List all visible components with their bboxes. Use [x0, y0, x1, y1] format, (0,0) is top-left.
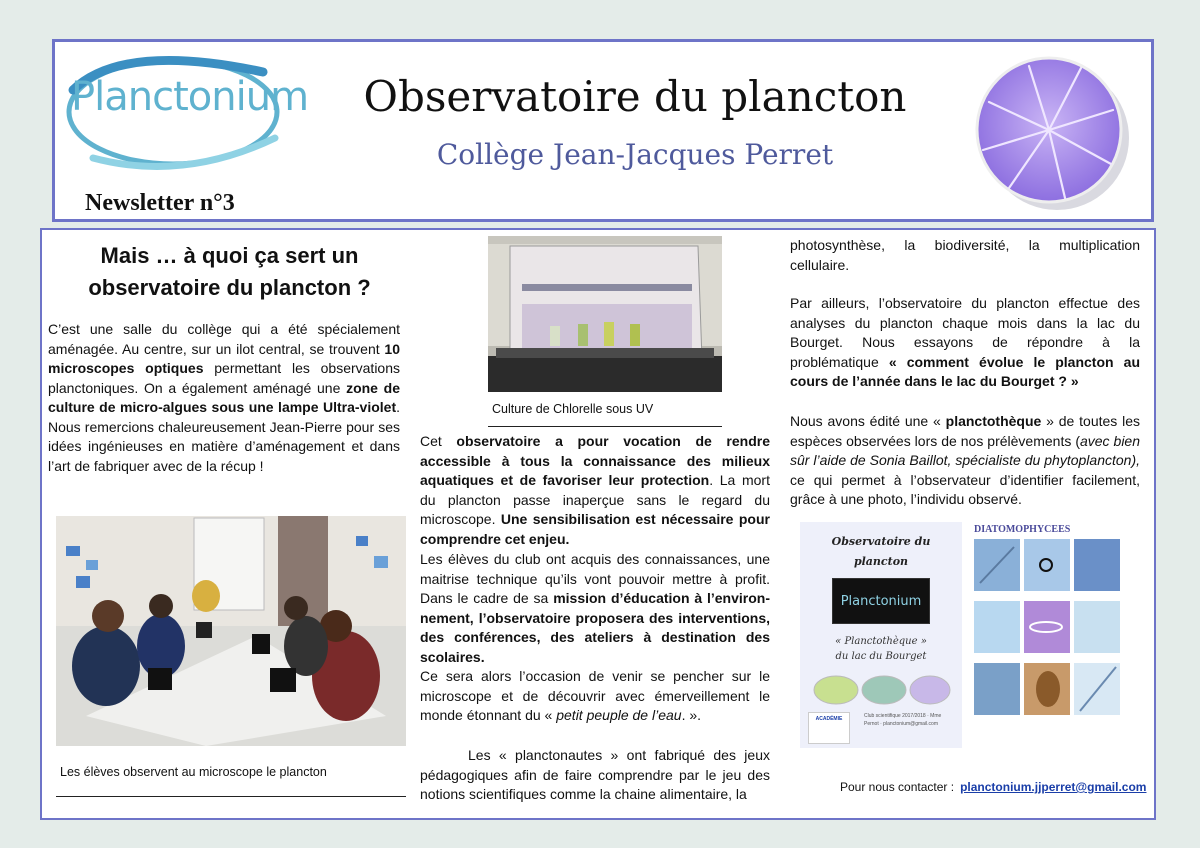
text-run: ce qui permet à l’observateur d’identifier facilement, grâce à une photo, l’individu observé. — [790, 471, 1140, 507]
italic-run: avec bien sûr l’aide de Sonia Baillot, spécialiste du phytoplancton), — [790, 432, 1140, 468]
contact-email-link[interactable]: planctonium.jjperret@gmail.com — [960, 780, 1147, 794]
chlorella-caption: Culture de Chlorelle sous UV — [492, 402, 654, 416]
diatom-page-title: DIATOMOPHYCEES — [974, 524, 1071, 535]
col2-paragraph-4: Les « planctonautes » ont fabriqué des jeux pédagogiques afin de faire comprendre par le jeu des notions scientifiques comme la chaine alimentaire, la — [420, 747, 770, 802]
bold-run: planctothèque — [945, 413, 1042, 429]
page-title: Observatoire du plancton — [363, 72, 907, 121]
section-heading — [52, 240, 407, 304]
header-banner — [52, 39, 1154, 222]
logo-text: Planctonium — [71, 74, 309, 120]
diatomophycees-page — [966, 522, 1126, 748]
text-run: C’est une salle du collège qui a été spécialement aménagée. Au centre, sur un ilot central, se trouvent — [48, 321, 400, 357]
text-run: . ». — [681, 707, 702, 723]
text-run: permettant les observations planctoniques. On a également aménagé une — [48, 360, 401, 396]
bold-run: Une sensibilisation est nécessaire pour comprendre cet enjeu. — [420, 511, 770, 547]
cover-subtitle-1: « Planctothèque » — [835, 636, 927, 647]
cover-small-print: Club scientifique 2017/2018 · Mme Pernot · planctonium@gmail.com — [864, 713, 942, 727]
col2-paragraph-3 — [420, 667, 770, 726]
cover-logo: Planctonium — [832, 578, 930, 624]
col3-paragraph-1: photosynthèse, la biodiversité, la multiplication cellulaire. — [790, 237, 1140, 273]
newsletter-number: Newsletter n°3 — [85, 190, 235, 216]
heading-line-2: observatoire du plancton ? — [88, 275, 371, 300]
classroom-photo — [56, 516, 406, 746]
text-run: Dans le cadre de sa — [420, 590, 554, 606]
newsletter-body — [40, 228, 1156, 820]
contact-label: Pour nous contacter : — [840, 780, 955, 794]
heading-line-1: Mais … à quoi ça sert un — [100, 243, 359, 268]
italic-run: petit peuple de l’eau — [556, 707, 682, 723]
text-run: » de toutes les espèces observées lors de nos prélèvements ( — [790, 413, 1141, 449]
diatom-grid — [966, 535, 1126, 741]
text-run: Ce sera alors l’occasion de venir se pencher sur le microscope et de découvrir avec émerveillement le monde étonnant du « — [420, 668, 770, 723]
diatom-photo — [969, 52, 1137, 212]
text-run: Nous remercions chaleureusement Jean-Pierre pour ses idées ingénieuses en matière d’aménagement et dans l’art de fabriquer avec de la récup ! — [48, 418, 400, 474]
bold-run: mission d’éducation à l’environ-nement, l’observatoire proposera des interventions, des conférences, des ateliers à destination des scolaires. — [420, 590, 770, 665]
planctotheque-cover — [800, 522, 962, 748]
text-run: . — [396, 399, 400, 415]
academy-logo: ACADÉMIE — [808, 712, 850, 744]
classroom-caption: Les élèves observent au microscope le plancton — [60, 765, 327, 779]
bold-run: « comment évolue le plancton au cours de l’année dans le lac du Bourget ? » — [790, 353, 1140, 389]
text-run: . La mort du plancton passe inaperçue sans le regard du microscope. — [420, 472, 770, 527]
caption-rule — [488, 426, 722, 427]
cover-subtitle-2: du lac du Bourget — [835, 651, 927, 662]
bold-run: observatoire a pour vocation de rendre accessible à tous la connaissance des milieux aquatiques et de favoriser leur protection — [420, 433, 770, 488]
cover-title: Observatoire du plancton — [831, 535, 931, 568]
text-run: Les élèves du club ont acquis des connaissances, une maitrise technique qu’ils vont pouvoir mettre à profit. — [420, 551, 770, 587]
col2-paragraph-2 — [420, 550, 770, 667]
page-subtitle: Collège Jean-Jacques Perret — [436, 138, 834, 171]
cover-samples — [800, 670, 962, 710]
col3-paragraph-2 — [790, 294, 1140, 392]
cover-footer — [800, 710, 962, 744]
chlorella-photo — [488, 236, 722, 392]
bold-run: zone de culture de micro-algues sous une lampe Ultra-violet — [48, 379, 400, 415]
col2-paragraph-1 — [420, 432, 770, 549]
col1-paragraph-1 — [48, 320, 400, 476]
col3-paragraph-3 — [790, 412, 1140, 510]
bold-run: 10 microscopes optiques — [48, 340, 400, 376]
caption-rule — [56, 796, 406, 797]
contact-line — [840, 780, 1146, 794]
text-run: Par ailleurs, l’observatoire du plancton effectue des analyses du plancton chaque mois dans la lac du Bourget. Nous essayons de répondre à la problématique — [790, 295, 1140, 370]
text-run: Cet — [420, 433, 457, 449]
text-run: Nous avons édité une « — [790, 413, 946, 429]
